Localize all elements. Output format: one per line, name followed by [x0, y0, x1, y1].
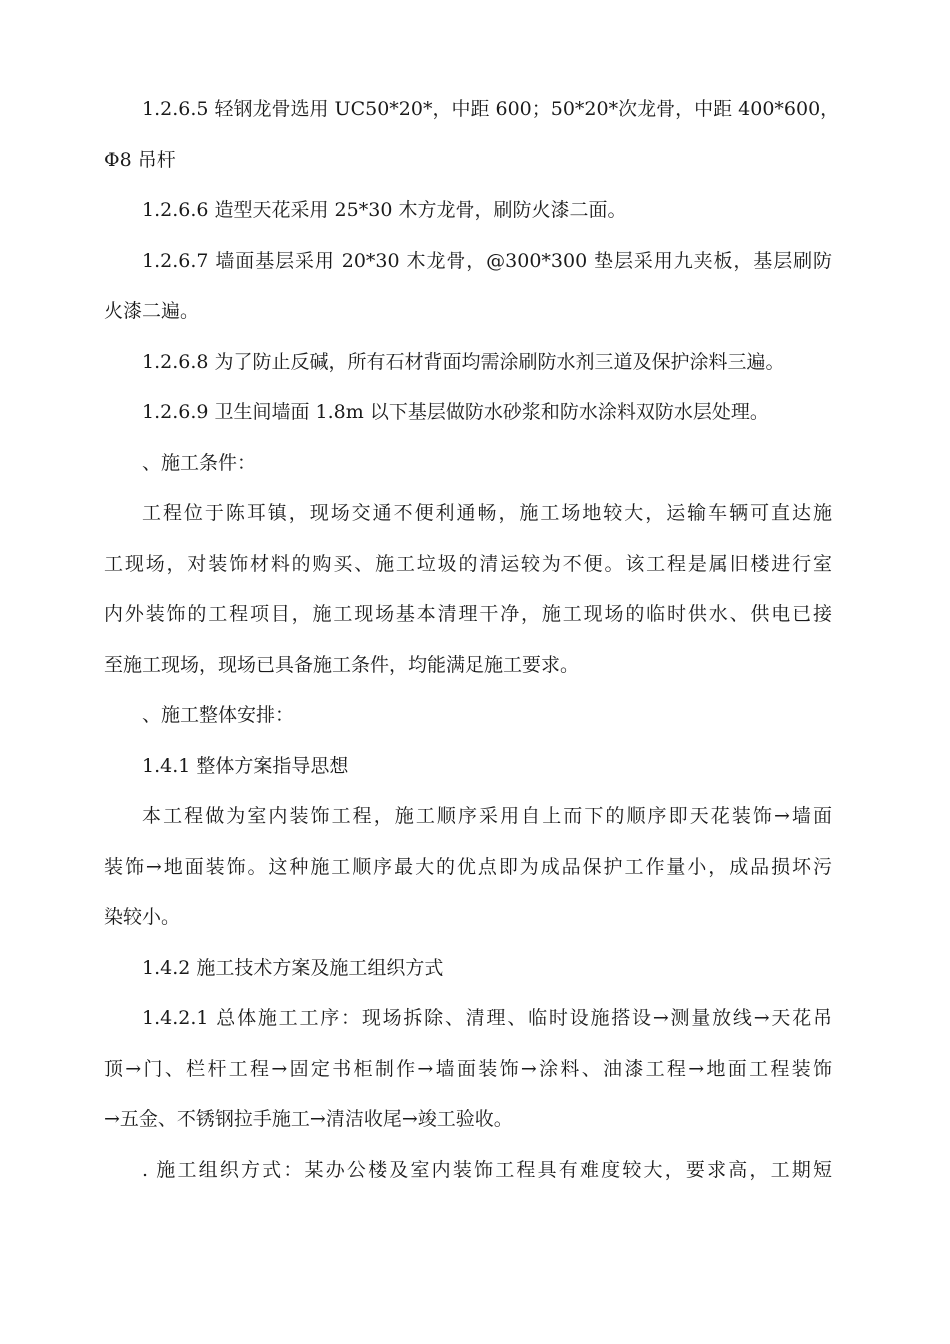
paragraph-conditions-line-3: 内外装饰的工程项目，施工现场基本清理干净，施工现场的临时供水、供电已接 — [104, 603, 832, 625]
heading-142: 1.4.2 施工技术方案及施工组织方式 — [142, 956, 444, 979]
paragraph-1421-line-1: 1.4.2.1 总体施工工序：现场拆除、清理、临时设施搭设→测量放线→天花吊 — [142, 1007, 832, 1029]
paragraph-conditions-line-4: 至施工现场，现场已具备施工条件，均能满足施工要求。 — [104, 653, 580, 676]
paragraph-1421-line-3: →五金、不锈钢拉手施工→清洁收尾→竣工验收。 — [104, 1108, 513, 1130]
heading-construction-conditions: 、施工条件： — [142, 451, 257, 474]
paragraph-1267-line-2: 火漆二遍。 — [104, 300, 200, 322]
paragraph-141-line-3: 染较小。 — [104, 906, 181, 928]
paragraph-organization-line-1: . 施工组织方式：某办公楼及室内装饰工程具有难度较大，要求高，工期短 — [142, 1158, 832, 1181]
paragraph-1266: 1.2.6.6 造型天花采用 25*30 木方龙骨，刷防火漆二面。 — [142, 199, 627, 221]
paragraph-1265-line-1: 1.2.6.5 轻钢龙骨选用 UC50*20*，中距 600；50*20*次龙骨，中距 400*600， — [142, 98, 840, 120]
heading-141: 1.4.1 整体方案指导思想 — [142, 754, 349, 777]
paragraph-141-line-1: 本工程做为室内装饰工程，施工顺序采用自上而下的顺序即天花装饰→墙面 — [142, 805, 832, 827]
heading-overall-arrangement: 、施工整体安排： — [142, 704, 295, 726]
paragraph-conditions-line-2: 工现场，对装饰材料的购买、施工垃圾的清运较为不便。该工程是属旧楼进行室 — [104, 552, 832, 575]
paragraph-1267-line-1: 1.2.6.7 墙面基层采用 20*30 木龙骨，@300*300 垫层采用九夹板，基层刷防 — [142, 249, 832, 272]
paragraph-conditions-line-1: 工程位于陈耳镇，现场交通不便利通畅，施工场地较大，运输车辆可直达施 — [142, 502, 832, 524]
paragraph-1421-line-2: 顶→门、栏杆工程→固定书柜制作→墙面装饰→涂料、油漆工程→地面工程装饰 — [104, 1057, 832, 1080]
paragraph-1265-line-2: Φ8 吊杆 — [104, 148, 176, 171]
paragraph-141-line-2: 装饰→地面装饰。这种施工顺序最大的优点即为成品保护工作量小，成品损坏污 — [104, 855, 832, 878]
paragraph-1269: 1.2.6.9 卫生间墙面 1.8m 以下基层做防水砂浆和防水涂料双防水层处理。 — [142, 401, 769, 423]
paragraph-1268: 1.2.6.8 为了防止反碱，所有石材背面均需涂刷防水剂三道及保护涂料三遍。 — [142, 350, 785, 373]
